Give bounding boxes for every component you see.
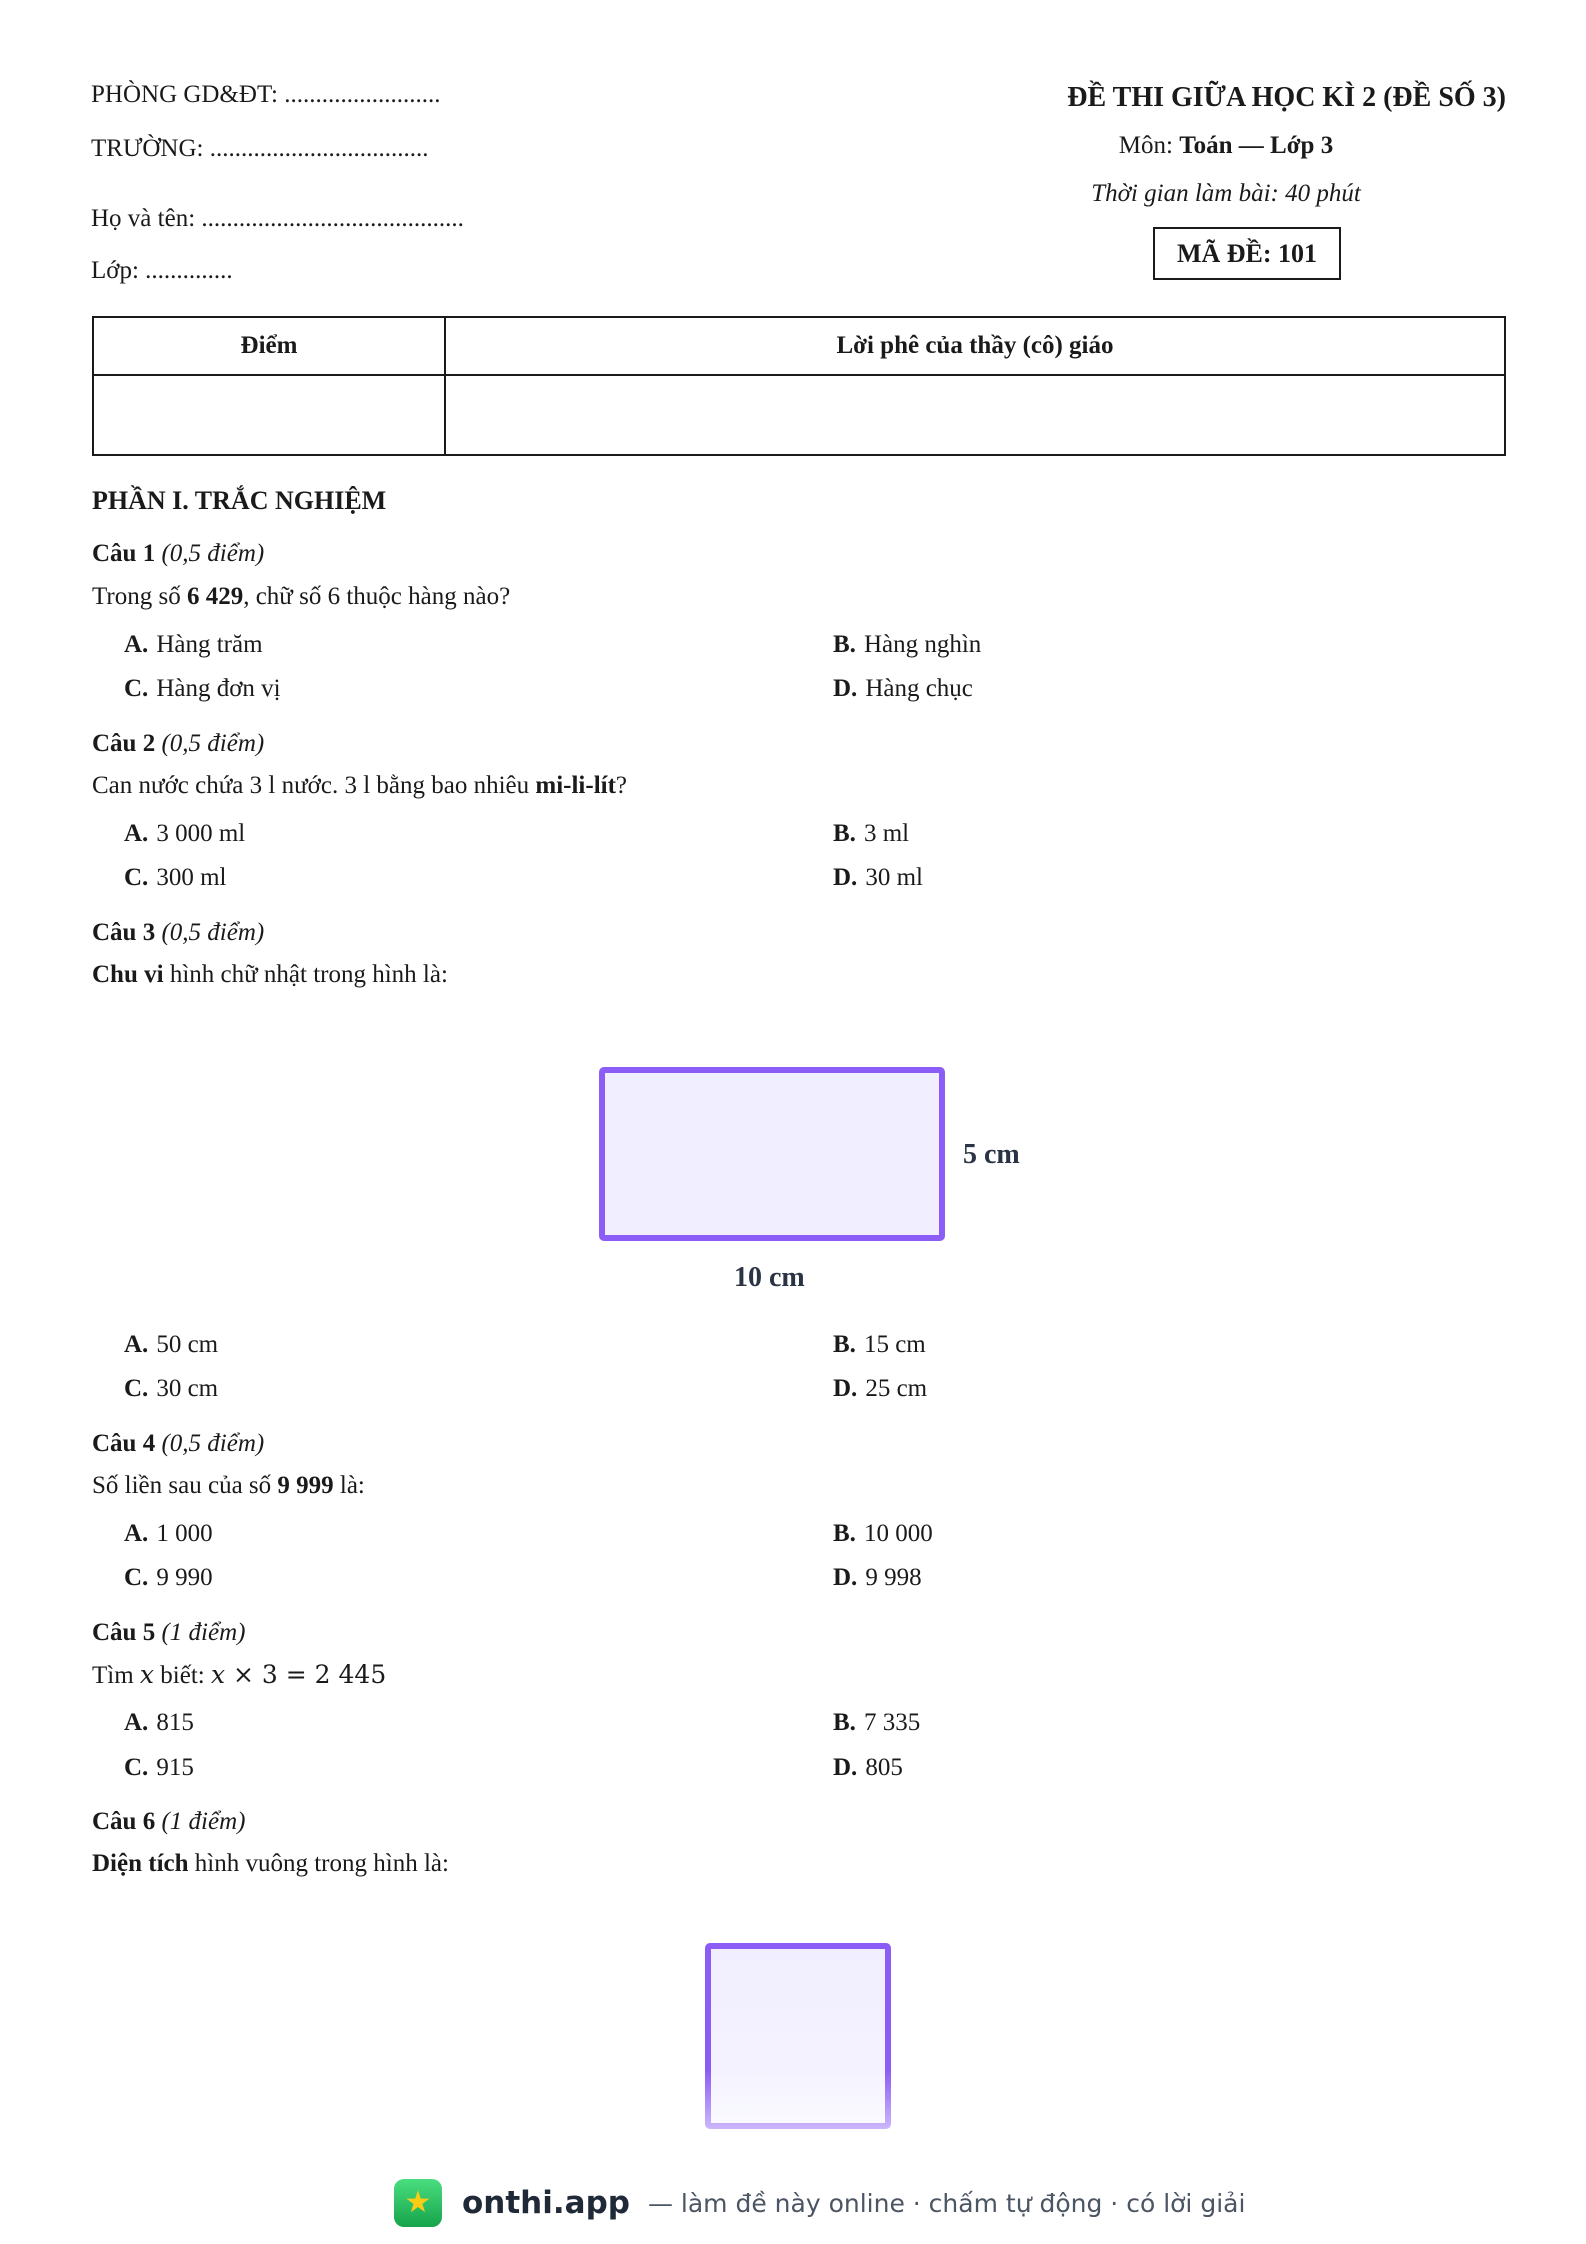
question-text-bold: mi-li-lít: [535, 772, 616, 799]
math-variable: x: [210, 1660, 226, 1689]
option-a[interactable]: [124, 1709, 194, 1737]
question-text-bold: 6 429: [186, 583, 244, 610]
question-label: Câu 5: [92, 1619, 156, 1646]
option-text: 10 000: [863, 1520, 933, 1547]
option-c[interactable]: [124, 864, 226, 892]
exam-code: MÃ ĐỀ: 101: [1153, 227, 1341, 280]
option-letter: C.: [124, 1754, 149, 1781]
option-letter: C.: [124, 1564, 149, 1591]
score-header: Điểm: [240, 332, 298, 359]
question-1-text: [92, 583, 510, 611]
rectangle-figure: [599, 1067, 945, 1241]
question-text-part: Trong số: [92, 583, 187, 610]
option-letter: C.: [124, 864, 149, 891]
option-d[interactable]: [833, 1564, 922, 1592]
option-text: Hàng chục: [865, 675, 973, 702]
option-text: 7 335: [863, 1709, 921, 1736]
option-d[interactable]: [833, 1754, 903, 1782]
rectangle-height-label: 5 cm: [963, 1139, 1020, 1170]
option-letter: A.: [124, 820, 149, 847]
option-text: 30 ml: [865, 864, 923, 891]
option-text: 9 990: [156, 1564, 213, 1591]
option-letter: D.: [833, 1754, 858, 1781]
star-icon: ★: [404, 2185, 432, 2220]
section-title: PHẦN I. TRẮC NGHIỆM: [92, 486, 387, 515]
question-text-part: hình chữ nhật trong hình là:: [163, 961, 448, 988]
question-5-text: [92, 1660, 386, 1690]
question-text-part: , chữ số 6 thuộc hàng nào?: [243, 583, 511, 610]
question-text-part: ?: [615, 772, 628, 799]
option-a[interactable]: [124, 1520, 213, 1548]
class-line: Lớp: ..............: [91, 257, 233, 284]
option-text: 3 ml: [863, 820, 910, 847]
option-text: 15 cm: [863, 1331, 926, 1358]
score-cell: [94, 376, 444, 454]
comment-header: Lời phê của thầy (cô) giáo: [836, 332, 1114, 359]
option-letter: C.: [124, 675, 149, 702]
question-text-bold: Chu vi: [92, 961, 164, 988]
question-text-bold: Diện tích: [92, 1850, 189, 1877]
option-text: Hàng trăm: [156, 631, 263, 658]
option-letter: B.: [833, 631, 856, 658]
promo-footer[interactable]: [394, 2177, 1245, 2229]
option-letter: D.: [833, 864, 858, 891]
question-points: (0,5 điểm): [161, 919, 265, 946]
option-letter: A.: [124, 1709, 149, 1736]
option-letter: B.: [833, 820, 856, 847]
option-letter: A.: [124, 631, 149, 658]
question-label: Câu 6: [92, 1808, 156, 1835]
question-points: (1 điểm): [161, 1808, 246, 1835]
option-d[interactable]: [833, 675, 973, 703]
option-letter: B.: [833, 1709, 856, 1736]
option-b[interactable]: [833, 1520, 933, 1548]
option-a[interactable]: [124, 1331, 218, 1359]
question-points: (0,5 điểm): [161, 730, 265, 757]
fade-overlay: [0, 2070, 1586, 2170]
question-text-part: hình vuông trong hình là:: [188, 1850, 449, 1877]
subject-prefix: Môn:: [1118, 132, 1173, 159]
subject-line: [946, 132, 1506, 160]
option-letter: D.: [833, 1564, 858, 1591]
option-text: 815: [156, 1709, 194, 1736]
question-label: Câu 4: [92, 1430, 156, 1457]
question-2-title: [92, 730, 264, 758]
option-c[interactable]: [124, 675, 281, 703]
question-5-title: [92, 1619, 245, 1647]
question-text-part: Can nước chứa 3 l nước. 3 l bằng bao nhiêu: [92, 772, 536, 799]
question-points: (1 điểm): [161, 1619, 246, 1646]
option-b[interactable]: [833, 631, 981, 659]
option-letter: A.: [124, 1331, 149, 1358]
math-expression: × 3 = 2 445: [225, 1660, 387, 1689]
option-letter: A.: [124, 1520, 149, 1547]
math-variable: x: [139, 1660, 155, 1689]
option-text: 300 ml: [156, 864, 227, 891]
option-text: 3 000 ml: [156, 820, 246, 847]
option-b[interactable]: [833, 1331, 926, 1359]
option-letter: D.: [833, 1375, 858, 1402]
name-line: Họ và tên: ..........................................: [91, 205, 464, 232]
question-3-text: [92, 961, 448, 989]
option-b[interactable]: [833, 1709, 920, 1737]
option-letter: B.: [833, 1331, 856, 1358]
question-4-title: [92, 1430, 264, 1458]
question-1-title: [92, 540, 264, 568]
option-letter: B.: [833, 1520, 856, 1547]
onthi-logo: [394, 2179, 442, 2227]
option-text: 50 cm: [156, 1331, 219, 1358]
option-c[interactable]: [124, 1564, 213, 1592]
option-text: 1 000: [156, 1520, 213, 1547]
subject: Toán — Lớp 3: [1179, 132, 1334, 159]
option-text: 30 cm: [156, 1375, 219, 1402]
score-table: [92, 316, 1506, 456]
question-text-part: là:: [333, 1472, 365, 1499]
option-c[interactable]: [124, 1754, 194, 1782]
rectangle-width-label: 10 cm: [734, 1262, 805, 1293]
question-2-text: [92, 772, 627, 800]
option-c[interactable]: [124, 1375, 218, 1403]
option-text: 805: [865, 1754, 903, 1781]
question-text-bold: 9 999: [277, 1472, 334, 1499]
question-3-title: [92, 919, 264, 947]
question-text-part: Số liền sau của số: [92, 1472, 278, 1499]
exam-title: ĐỀ THI GIỮA HỌC KÌ 2 (ĐỀ SỐ 3): [1067, 82, 1506, 113]
question-text-part: Tìm: [92, 1662, 140, 1689]
question-6-title: [92, 1808, 245, 1836]
option-letter: C.: [124, 1375, 149, 1402]
question-label: Câu 3: [92, 919, 156, 946]
option-letter: D.: [833, 675, 858, 702]
question-text-part: biết:: [154, 1662, 211, 1689]
dept-line: PHÒNG GD&ĐT: .........................: [91, 81, 441, 108]
time-limit: Thời gian làm bài: 40 phút: [1091, 180, 1361, 207]
option-d[interactable]: [833, 864, 923, 892]
school-line: TRƯỜNG: ...................................: [91, 135, 429, 162]
question-6-text: [92, 1850, 449, 1878]
option-d[interactable]: [833, 1375, 927, 1403]
option-a[interactable]: [124, 631, 263, 659]
option-text: 25 cm: [865, 1375, 928, 1402]
option-b[interactable]: [833, 820, 909, 848]
question-points: (0,5 điểm): [161, 1430, 265, 1457]
brand-tagline: — làm đề này online · chấm tự động · có lời giải: [647, 2188, 1246, 2218]
option-text: 9 998: [865, 1564, 922, 1591]
question-4-text: [92, 1472, 365, 1500]
option-text: 915: [156, 1754, 194, 1781]
option-text: Hàng đơn vị: [156, 675, 281, 702]
option-text: Hàng nghìn: [863, 631, 982, 658]
question-label: Câu 2: [92, 730, 156, 757]
comment-cell: [446, 376, 1504, 454]
question-points: (0,5 điểm): [161, 540, 265, 567]
question-label: Câu 1: [92, 540, 156, 567]
option-a[interactable]: [124, 820, 245, 848]
brand-name[interactable]: onthi.app: [462, 2185, 630, 2221]
